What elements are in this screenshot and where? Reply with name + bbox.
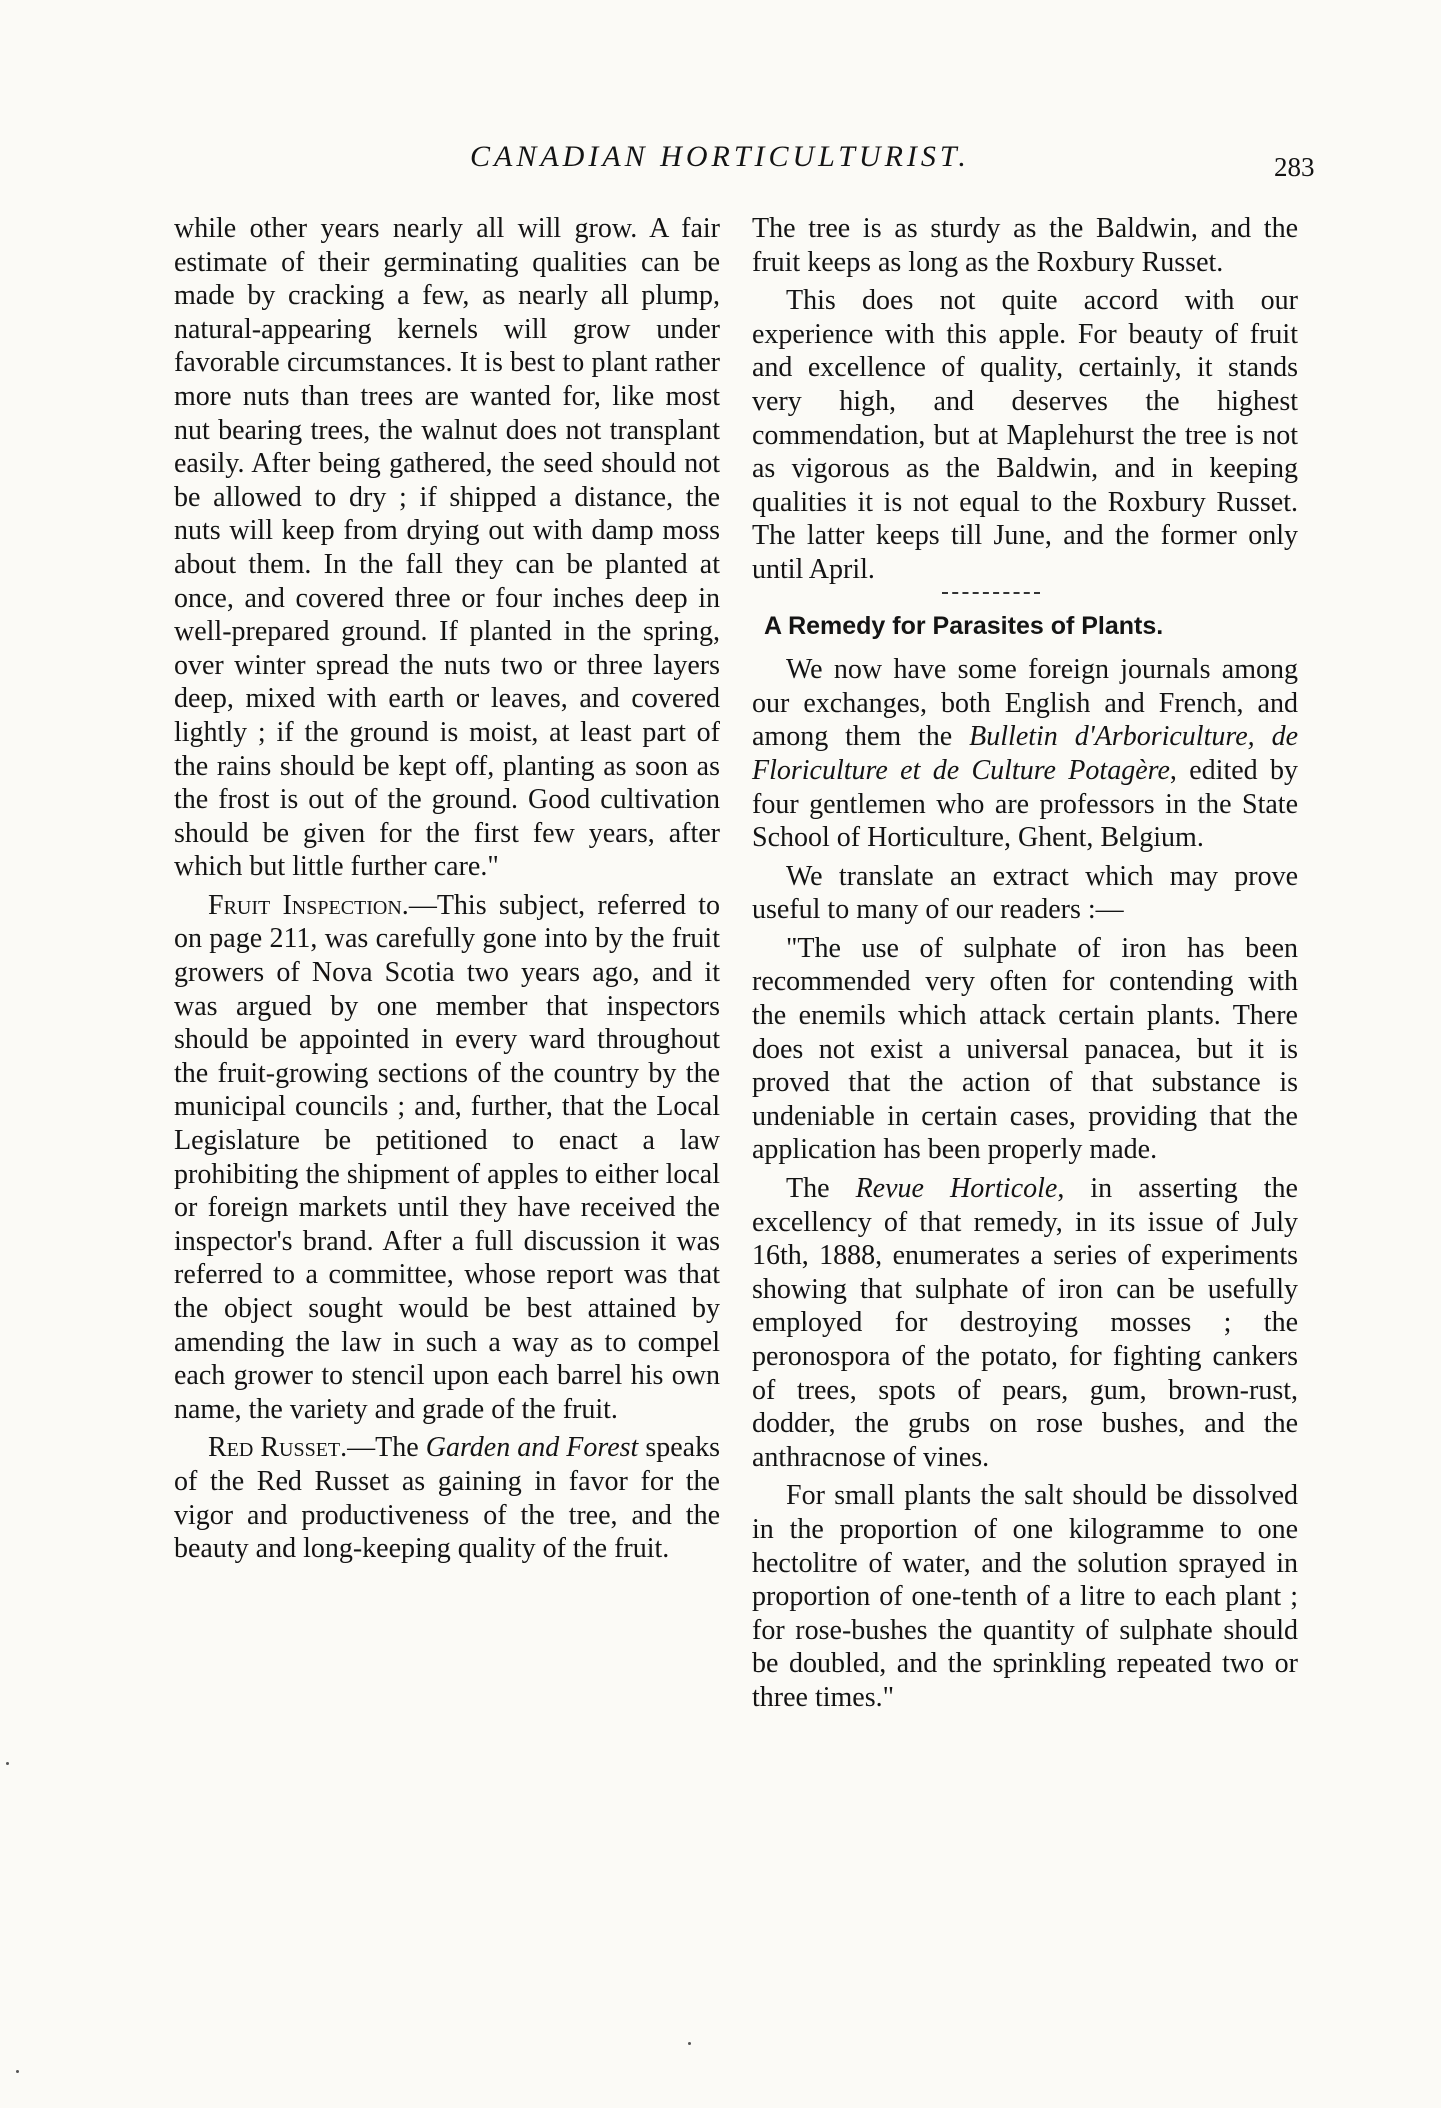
revue-text-b: , in asserting the excellency of that remedy, in its issue of July 16th, 1888, enumerates a series of experiments showing that sulphate of iron can be usefully employed for destroying mosses ; the peronospora of the potato, for fighting cankers of trees, spots of pears, gum, brown-rust, dodder, the grubs on rose bushes, and the anthracnose of vines. <box>752 1173 1298 1473</box>
right-column <box>752 212 1298 1720</box>
left-column <box>174 212 720 1571</box>
fruit-inspection-body: —This subject, referred to on page 211, was carefully gone into by the fruit growers of Nova Scotia two years ago, and it was argued by one member that inspectors should be appointed in every ward throughout the fruit-growing sections of the country by the municipal councils ; and, further, that the Local Legislature be petitioned to enact a law prohibiting the shipment of apples to either local or foreign markets until they have received the inspector's brand. After a full discussion it was referred to a committee, whose report was that the object sought would be best attained by amending the law in such a way as to compel each grower to stencil upon each barrel his own name, the variety and grade of the fruit. <box>174 889 720 1425</box>
speck-mark <box>688 2042 691 2045</box>
baldwin-paragraph: The tree is as sturdy as the Baldwin, and the fruit keeps as long as the Roxbury Russet. <box>752 213 1298 278</box>
small-plants-paragraph: For small plants the salt should be dissolved in the proportion of one kilogramme to one hectolitre of water, and the solution sprayed in proportion of one-tenth of a litre to each plant ; for rose-bushes the quantity of sulphate should be doubled, and the sprinkling repeated two or three times." <box>752 1480 1298 1713</box>
revue-horticole-title: Revue Horticole <box>855 1173 1058 1205</box>
sulphate-quote-paragraph: "The use of sulphate of iron has been recommended very often for contending with the enemils which attack certain plants. There does not exist a universal panacea, but it is proved that the action of that substance is undeniable in certain cases, providing that the application has been properly made. <box>752 932 1298 1166</box>
section-divider <box>942 592 1040 594</box>
running-head: CANADIAN HORTICULTURIST. <box>470 140 970 173</box>
maplehurst-paragraph: This does not quite accord with our experience with this apple. For beauty of fruit and excellence of quality, certainly, it stands very high, and deserves the highest commendation, but at Maplehurst the tree is not as vigorous as the Baldwin, and in keeping qualities it is not equal to the Roxbury Russet. The latter keeps till June, and the former only until April. <box>752 285 1298 585</box>
garden-and-forest-title: Garden and Forest <box>425 1432 639 1464</box>
revue-horticole-paragraph <box>752 1172 1298 1474</box>
fruit-inspection-paragraph <box>174 889 720 1427</box>
remedy-heading: A Remedy for Parasites of Plants. <box>764 611 1164 640</box>
revue-text-a: The <box>786 1173 856 1205</box>
red-russet-heading: Red Russet. <box>208 1432 348 1464</box>
red-russet-dash: —The <box>347 1432 426 1464</box>
foreign-journals-paragraph <box>752 653 1298 855</box>
red-russet-body: speaks of the Red Russet as gaining in favor for the vigor and productiveness of the tree, and the beauty and long-keeping quality of the fruit. <box>174 1432 720 1565</box>
red-russet-paragraph <box>174 1431 720 1565</box>
walnut-paragraph: while other years nearly all will grow. A fair estimate of their germinating qualities can be made by cracking a few, as nearly all plump, natural-appearing kernels will grow under favorable circumstances. It is best to plant rather more nuts than trees are wanted for, like most nut bearing trees, the walnut does not transplant easily. After being gathered, the seed should not be allowed to dry ; if shipped a distance, the nuts will keep from drying out with damp moss about them. In the fall they can be planted at once, and covered three or four inches deep in well-prepared ground. If planted in the spring, over winter spread the nuts two or three layers deep, mixed with earth or leaves, and covered lightly ; if the ground is moist, at least part of the rains should be kept off, planting as soon as the frost is out of the ground. Good cultivation should be given for the first few years, after which but little further care." <box>174 213 720 883</box>
page-number: 283 <box>1274 152 1315 182</box>
foreign-journals-text-b: , edited by four gentlemen who are professors in the State School of Horticulture, Ghent, Belgium. <box>752 754 1298 854</box>
translate-paragraph: We translate an extract which may prove useful to many of our readers :— <box>752 860 1298 926</box>
speck-mark <box>6 1762 9 1765</box>
fruit-inspection-heading: Fruit Inspection. <box>208 889 409 921</box>
speck-mark <box>16 2070 19 2073</box>
foreign-journals-text-a: We now have some foreign journals among our exchanges, both English and French, and among them the <box>752 654 1298 753</box>
bulletin-title: Bulletin d'Arboriculture, de Floriculture et de Culture Potagère <box>752 721 1298 786</box>
